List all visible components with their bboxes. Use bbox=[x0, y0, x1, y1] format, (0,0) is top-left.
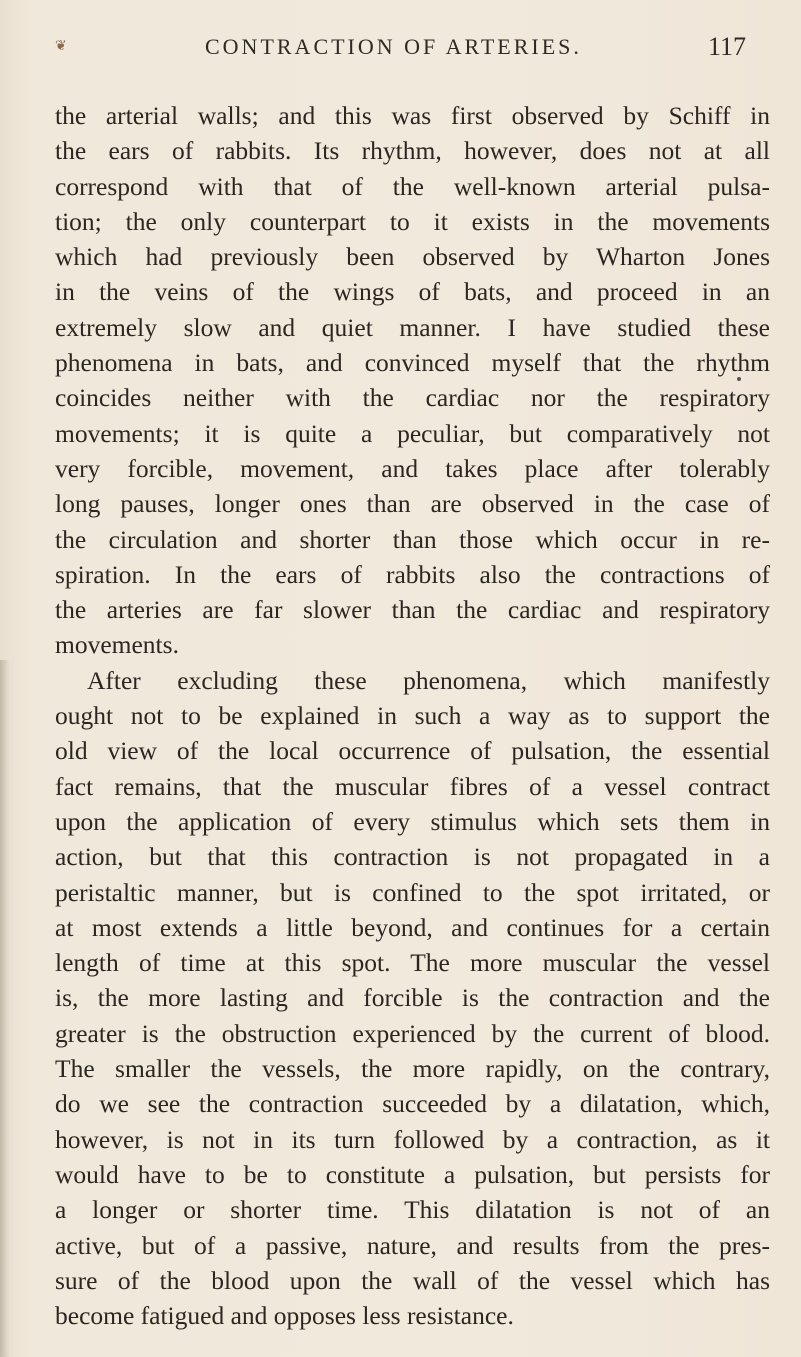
text-line: long pauses, longer ones than are observed in the case of bbox=[55, 489, 770, 519]
text-line: is, the more lasting and forcible is the contraction and the bbox=[55, 983, 770, 1013]
text-line: length of time at this spot. The more muscular the vessel bbox=[55, 948, 770, 978]
text-line: at most extends a little beyond, and continues for a certain bbox=[55, 912, 770, 942]
margin-speck bbox=[737, 377, 741, 381]
running-title: CONTRACTION OF ARTERIES. bbox=[205, 34, 582, 59]
text-line: in the veins of the wings of bats, and proceed in an bbox=[55, 277, 770, 307]
text-line: movements. bbox=[55, 630, 179, 660]
text-line: a longer or shorter time. This dilatation is not of an bbox=[55, 1195, 770, 1225]
text-line: very forcible, movement, and takes place after tolerably bbox=[55, 453, 770, 483]
text-line: The smaller the vessels, the more rapidly, on the contrary, bbox=[55, 1054, 770, 1084]
text-line: however, is not in its turn followed by a contraction, as it bbox=[55, 1124, 770, 1154]
text-line: movements; it is quite a peculiar, but comparatively not bbox=[55, 418, 770, 448]
page-number: 117 bbox=[708, 32, 747, 61]
text-line: ought not to be explained in such a way as to support the bbox=[55, 701, 770, 731]
body-text bbox=[55, 98, 770, 1333]
text-line: would have to be to constitute a pulsation, but persists for bbox=[55, 1159, 770, 1189]
text-line: the circulation and shorter than those which occur in re- bbox=[55, 524, 770, 554]
text-line: the ears of rabbits. Its rhythm, however, does not at all bbox=[55, 136, 770, 166]
text-line: coincides neither with the cardiac nor the respiratory bbox=[55, 383, 770, 413]
text-line: the arterial walls; and this was first observed by Schiff in bbox=[55, 101, 770, 130]
text-line: old view of the local occurrence of pulsation, the essential bbox=[55, 736, 770, 766]
text-line: action, but that this contraction is not propagated in a bbox=[55, 842, 770, 872]
text-line: active, but of a passive, nature, and results from the pres- bbox=[55, 1230, 770, 1260]
running-header bbox=[0, 30, 801, 70]
text-line: peristaltic manner, but is confined to the spot irritated, or bbox=[55, 877, 770, 907]
text-line: which had previously been observed by Wharton Jones bbox=[55, 242, 770, 272]
text-line: become fatigued and opposes less resistance. bbox=[55, 1301, 514, 1331]
text-line: the arteries are far slower than the cardiac and respiratory bbox=[55, 595, 770, 625]
text-line: greater is the obstruction experienced by the current of blood. bbox=[55, 1018, 770, 1048]
text-line: tion; the only counterpart to it exists in the movements bbox=[55, 206, 770, 236]
text-line: upon the application of every stimulus which sets them in bbox=[55, 806, 770, 836]
text-line: spiration. In the ears of rabbits also the contractions of bbox=[55, 559, 770, 589]
text-line: extremely slow and quiet manner. I have studied these bbox=[55, 312, 770, 342]
text-line: phenomena in bats, and convinced myself that the rhythm bbox=[55, 348, 770, 378]
text-line: correspond with that of the well-known arterial pulsa- bbox=[55, 171, 770, 201]
text-line: sure of the blood upon the wall of the vessel which has bbox=[55, 1265, 770, 1295]
text-line: do we see the contraction succeeded by a dilatation, which, bbox=[55, 1089, 770, 1119]
ornament-icon: ❦ bbox=[55, 38, 67, 54]
page-gutter-shadow bbox=[0, 660, 10, 1357]
paragraph-start-line: After excluding these phenomena, which manifestly bbox=[87, 665, 770, 695]
text-line: fact remains, that the muscular fibres of a vessel contract bbox=[55, 771, 770, 801]
